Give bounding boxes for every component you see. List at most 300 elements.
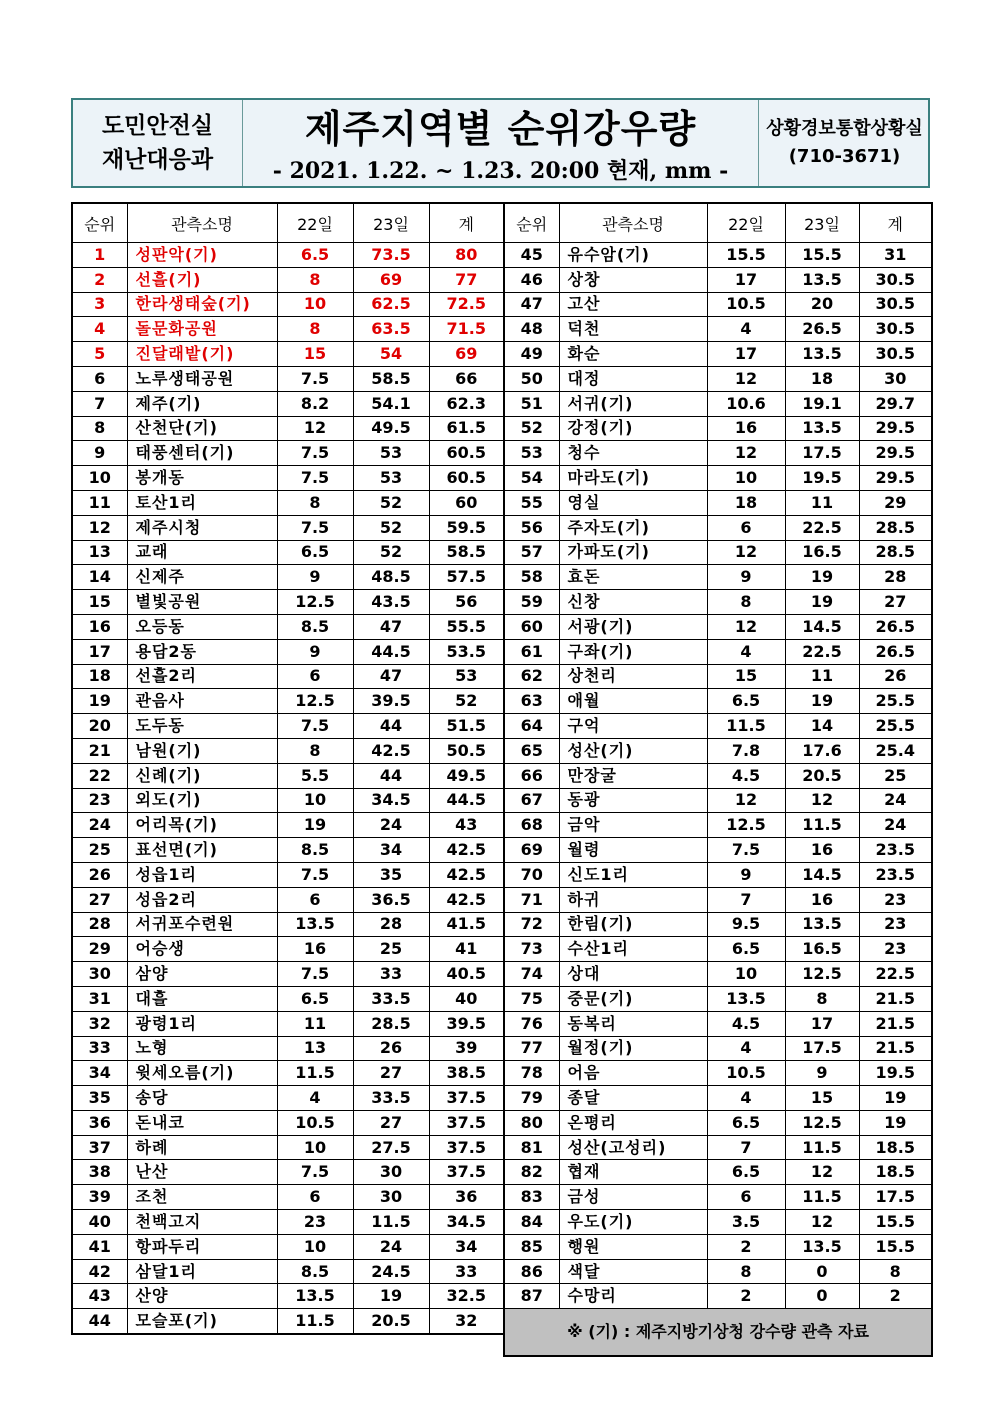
table-row [72, 317, 504, 342]
day23-cell: 12 [785, 788, 859, 813]
station-name-cell: 표선면(기) [127, 838, 277, 863]
table-row [72, 342, 504, 367]
day23-cell: 54.1 [353, 391, 429, 416]
station-name-cell: 금성 [559, 1185, 707, 1210]
table-row [504, 317, 932, 342]
total-cell: 37.5 [429, 1110, 504, 1135]
total-cell: 40.5 [429, 962, 504, 987]
table-row [504, 267, 932, 292]
rank-cell: 60 [504, 614, 559, 639]
day22-cell: 12 [707, 441, 785, 466]
table-row [72, 416, 504, 441]
day22-cell: 3.5 [707, 1210, 785, 1235]
day23-cell: 11 [785, 664, 859, 689]
table-row [72, 1011, 504, 1036]
rank-cell: 24 [72, 813, 127, 838]
total-cell: 52 [429, 689, 504, 714]
table-row [504, 1036, 932, 1061]
total-cell: 50.5 [429, 738, 504, 763]
table-row [504, 813, 932, 838]
table-row [504, 1185, 932, 1210]
day22-cell: 10 [277, 788, 353, 813]
total-cell: 60.5 [429, 441, 504, 466]
station-name-cell: 가파도(기) [559, 540, 707, 565]
day23-cell: 12.5 [785, 1110, 859, 1135]
rank-cell: 77 [504, 1036, 559, 1061]
rank-cell: 55 [504, 490, 559, 515]
station-name-cell: 산양 [127, 1284, 277, 1309]
rank-cell: 72 [504, 912, 559, 937]
table-row [504, 714, 932, 739]
day22-cell: 9.5 [707, 912, 785, 937]
station-name-cell: 신창 [559, 590, 707, 615]
total-cell: 21.5 [859, 986, 932, 1011]
table-row [72, 391, 504, 416]
day22-cell: 15 [707, 664, 785, 689]
day23-cell: 24 [353, 813, 429, 838]
station-name-cell: 서귀(기) [559, 391, 707, 416]
rank-cell: 31 [72, 986, 127, 1011]
day22-cell: 8.5 [277, 838, 353, 863]
rank-cell: 48 [504, 317, 559, 342]
rank-cell: 86 [504, 1259, 559, 1284]
day23-cell: 47 [353, 664, 429, 689]
total-cell: 44.5 [429, 788, 504, 813]
day23-cell: 33.5 [353, 1086, 429, 1111]
station-name-cell: 영실 [559, 490, 707, 515]
rank-cell: 16 [72, 614, 127, 639]
day23-cell: 22.5 [785, 639, 859, 664]
total-cell: 32.5 [429, 1284, 504, 1309]
station-name-cell: 신제주 [127, 565, 277, 590]
day22-cell: 9 [277, 565, 353, 590]
day22-cell: 8 [277, 738, 353, 763]
table-header-row [504, 203, 932, 243]
total-cell: 23.5 [859, 838, 932, 863]
day22-cell: 8 [277, 267, 353, 292]
rank-cell: 61 [504, 639, 559, 664]
table-row [504, 466, 932, 491]
station-name-cell: 우도(기) [559, 1210, 707, 1235]
day22-cell: 7 [707, 1135, 785, 1160]
rank-cell: 49 [504, 342, 559, 367]
day22-cell: 4 [707, 639, 785, 664]
total-cell: 23.5 [859, 862, 932, 887]
rank-cell: 17 [72, 639, 127, 664]
table-row [504, 1086, 932, 1111]
total-cell: 23 [859, 937, 932, 962]
station-name-cell: 신도1리 [559, 862, 707, 887]
station-name-cell: 고산 [559, 292, 707, 317]
day22-cell: 6.5 [707, 1110, 785, 1135]
table-row [72, 515, 504, 540]
office-block [759, 100, 930, 186]
day23-cell: 14.5 [785, 614, 859, 639]
rank-cell: 8 [72, 416, 127, 441]
day23-cell: 42.5 [353, 738, 429, 763]
station-name-cell: 만장굴 [559, 763, 707, 788]
table-row [72, 639, 504, 664]
day23-cell: 9 [785, 1061, 859, 1086]
rank-cell: 13 [72, 540, 127, 565]
day22-cell: 12.5 [277, 590, 353, 615]
day23-cell: 52 [353, 515, 429, 540]
day23-cell: 34 [353, 838, 429, 863]
station-name-cell: 노루생태공원 [127, 366, 277, 391]
total-cell: 42.5 [429, 887, 504, 912]
day23-cell: 27.5 [353, 1135, 429, 1160]
day22-cell: 15 [277, 342, 353, 367]
table-row [504, 1259, 932, 1284]
column-header-day23: 23일 [353, 203, 429, 243]
table-row [72, 1259, 504, 1284]
total-cell: 30.5 [859, 267, 932, 292]
total-cell: 57.5 [429, 565, 504, 590]
total-cell: 25 [859, 763, 932, 788]
table-row [504, 1160, 932, 1185]
table-row [72, 1160, 504, 1185]
table-row [504, 1284, 932, 1309]
station-name-cell: 마라도(기) [559, 466, 707, 491]
column-header-day22: 22일 [277, 203, 353, 243]
station-name-cell: 남원(기) [127, 738, 277, 763]
station-name-cell: 조천 [127, 1185, 277, 1210]
day22-cell: 6.5 [707, 689, 785, 714]
total-cell: 8 [859, 1259, 932, 1284]
day22-cell: 8 [277, 317, 353, 342]
total-cell: 30.5 [859, 317, 932, 342]
total-cell: 27 [859, 590, 932, 615]
station-name-cell: 모슬포(기) [127, 1309, 277, 1334]
total-cell: 62.3 [429, 391, 504, 416]
rank-cell: 39 [72, 1185, 127, 1210]
table-row [504, 441, 932, 466]
station-name-cell: 돌문화공원 [127, 317, 277, 342]
day23-cell: 17 [785, 1011, 859, 1036]
total-cell: 37.5 [429, 1135, 504, 1160]
rank-cell: 57 [504, 540, 559, 565]
station-name-cell: 종달 [559, 1086, 707, 1111]
day23-cell: 12 [785, 1160, 859, 1185]
table-row [72, 937, 504, 962]
rank-cell: 30 [72, 962, 127, 987]
table-row [504, 391, 932, 416]
day23-cell: 28 [353, 912, 429, 937]
day23-cell: 52 [353, 490, 429, 515]
rank-cell: 65 [504, 738, 559, 763]
day22-cell: 8.5 [277, 1259, 353, 1284]
day23-cell: 28.5 [353, 1011, 429, 1036]
day22-cell: 7.5 [277, 441, 353, 466]
day22-cell: 9 [277, 639, 353, 664]
total-cell: 30.5 [859, 292, 932, 317]
total-cell: 19 [859, 1110, 932, 1135]
table-row [72, 565, 504, 590]
table-row [72, 763, 504, 788]
table-row [504, 292, 932, 317]
rank-cell: 15 [72, 590, 127, 615]
table-row [72, 986, 504, 1011]
total-cell: 29.5 [859, 441, 932, 466]
station-name-cell: 어승생 [127, 937, 277, 962]
total-cell: 24 [859, 813, 932, 838]
column-header-station: 관측소명 [559, 203, 707, 243]
total-cell: 21.5 [859, 1011, 932, 1036]
rank-cell: 66 [504, 763, 559, 788]
table-row [504, 366, 932, 391]
rank-cell: 83 [504, 1185, 559, 1210]
rank-cell: 64 [504, 714, 559, 739]
station-name-cell: 삼달1리 [127, 1259, 277, 1284]
total-cell: 40 [429, 986, 504, 1011]
page-title: 제주지역별 순위강우량 [304, 107, 697, 151]
table-row [72, 490, 504, 515]
day23-cell: 44.5 [353, 639, 429, 664]
day23-cell: 20.5 [353, 1309, 429, 1334]
total-cell: 69 [429, 342, 504, 367]
day23-cell: 0 [785, 1259, 859, 1284]
day23-cell: 53 [353, 466, 429, 491]
station-name-cell: 수산1리 [559, 937, 707, 962]
total-cell: 18.5 [859, 1135, 932, 1160]
rank-cell: 52 [504, 416, 559, 441]
day22-cell: 10.5 [707, 292, 785, 317]
station-name-cell: 대정 [559, 366, 707, 391]
day22-cell: 13 [277, 1036, 353, 1061]
station-name-cell: 효돈 [559, 565, 707, 590]
day22-cell: 10 [707, 962, 785, 987]
rainfall-table-right [503, 202, 933, 1357]
rank-cell: 79 [504, 1086, 559, 1111]
day23-cell: 15 [785, 1086, 859, 1111]
report-header [71, 98, 930, 188]
day23-cell: 11.5 [785, 813, 859, 838]
column-header-day23: 23일 [785, 203, 859, 243]
station-name-cell: 상창 [559, 267, 707, 292]
rank-cell: 29 [72, 937, 127, 962]
day22-cell: 7.8 [707, 738, 785, 763]
day22-cell: 7 [707, 887, 785, 912]
office-phone: (710-3671) [788, 146, 901, 167]
total-cell: 42.5 [429, 862, 504, 887]
station-name-cell: 삼양 [127, 962, 277, 987]
day23-cell: 69 [353, 267, 429, 292]
total-cell: 41 [429, 937, 504, 962]
day22-cell: 17 [707, 342, 785, 367]
rank-cell: 37 [72, 1135, 127, 1160]
station-name-cell: 하귀 [559, 887, 707, 912]
station-name-cell: 용담2동 [127, 639, 277, 664]
table-row [72, 664, 504, 689]
table-row [72, 292, 504, 317]
day22-cell: 8.5 [277, 614, 353, 639]
rank-cell: 87 [504, 1284, 559, 1309]
total-cell: 29.7 [859, 391, 932, 416]
total-cell: 29.5 [859, 416, 932, 441]
day23-cell: 13.5 [785, 1234, 859, 1259]
total-cell: 18.5 [859, 1160, 932, 1185]
source-note: ※ (기) : 제주지방기상청 강수량 관측 자료 [504, 1309, 932, 1357]
day22-cell: 10 [707, 466, 785, 491]
day22-cell: 6.5 [707, 937, 785, 962]
rank-cell: 34 [72, 1061, 127, 1086]
total-cell: 15.5 [859, 1210, 932, 1235]
rank-cell: 54 [504, 466, 559, 491]
day22-cell: 8 [707, 1259, 785, 1284]
rank-cell: 44 [72, 1309, 127, 1334]
day22-cell: 7.5 [277, 862, 353, 887]
day22-cell: 7.5 [277, 714, 353, 739]
day23-cell: 11.5 [785, 1135, 859, 1160]
day23-cell: 16.5 [785, 540, 859, 565]
day23-cell: 17.5 [785, 1036, 859, 1061]
day22-cell: 11 [277, 1011, 353, 1036]
station-name-cell: 주자도(기) [559, 515, 707, 540]
day23-cell: 13.5 [785, 342, 859, 367]
day22-cell: 23 [277, 1210, 353, 1235]
rank-cell: 73 [504, 937, 559, 962]
day23-cell: 16.5 [785, 937, 859, 962]
column-header-rank: 순위 [72, 203, 127, 243]
total-cell: 23 [859, 887, 932, 912]
total-cell: 37.5 [429, 1160, 504, 1185]
total-cell: 59.5 [429, 515, 504, 540]
day23-cell: 33.5 [353, 986, 429, 1011]
station-name-cell: 천백고지 [127, 1210, 277, 1235]
station-name-cell: 제주(기) [127, 391, 277, 416]
day23-cell: 25 [353, 937, 429, 962]
station-name-cell: 월령 [559, 838, 707, 863]
rank-cell: 46 [504, 267, 559, 292]
day23-cell: 19 [785, 689, 859, 714]
day22-cell: 4.5 [707, 763, 785, 788]
table-row [72, 366, 504, 391]
total-cell: 28.5 [859, 515, 932, 540]
station-name-cell: 어음 [559, 1061, 707, 1086]
station-name-cell: 교래 [127, 540, 277, 565]
day23-cell: 58.5 [353, 366, 429, 391]
day22-cell: 4.5 [707, 1011, 785, 1036]
day23-cell: 14 [785, 714, 859, 739]
station-name-cell: 진달래밭(기) [127, 342, 277, 367]
rank-cell: 40 [72, 1210, 127, 1235]
rank-cell: 5 [72, 342, 127, 367]
station-name-cell: 덕천 [559, 317, 707, 342]
day23-cell: 43.5 [353, 590, 429, 615]
rank-cell: 14 [72, 565, 127, 590]
day22-cell: 2 [707, 1234, 785, 1259]
station-name-cell: 성산(고성리) [559, 1135, 707, 1160]
station-name-cell: 구억 [559, 714, 707, 739]
day22-cell: 7.5 [277, 1160, 353, 1185]
rank-cell: 50 [504, 366, 559, 391]
table-header-row [72, 203, 504, 243]
day23-cell: 12 [785, 1210, 859, 1235]
table-row [72, 1061, 504, 1086]
total-cell: 41.5 [429, 912, 504, 937]
day23-cell: 62.5 [353, 292, 429, 317]
day23-cell: 19.5 [785, 466, 859, 491]
day22-cell: 6 [707, 1185, 785, 1210]
station-name-cell: 행원 [559, 1234, 707, 1259]
table-row [504, 664, 932, 689]
rank-cell: 80 [504, 1110, 559, 1135]
day23-cell: 13.5 [785, 267, 859, 292]
table-row [72, 887, 504, 912]
rank-cell: 69 [504, 838, 559, 863]
total-cell: 43 [429, 813, 504, 838]
day23-cell: 44 [353, 763, 429, 788]
day23-cell: 11.5 [353, 1210, 429, 1235]
rank-cell: 41 [72, 1234, 127, 1259]
total-cell: 30 [859, 366, 932, 391]
table-row [504, 986, 932, 1011]
total-cell: 26.5 [859, 639, 932, 664]
day23-cell: 39.5 [353, 689, 429, 714]
station-name-cell: 성읍1리 [127, 862, 277, 887]
table-row [72, 540, 504, 565]
rank-cell: 68 [504, 813, 559, 838]
table-row [72, 1210, 504, 1235]
rank-cell: 71 [504, 887, 559, 912]
day22-cell: 7.5 [277, 515, 353, 540]
page-subtitle: - 2021. 1.22. ~ 1.23. 20:00 현재, mm - [272, 158, 729, 184]
day23-cell: 19 [785, 565, 859, 590]
day23-cell: 47 [353, 614, 429, 639]
rank-cell: 23 [72, 788, 127, 813]
rank-cell: 10 [72, 466, 127, 491]
rank-cell: 6 [72, 366, 127, 391]
day22-cell: 12.5 [277, 689, 353, 714]
table-row [504, 490, 932, 515]
total-cell: 42.5 [429, 838, 504, 863]
station-name-cell: 서광(기) [559, 614, 707, 639]
day22-cell: 11.5 [707, 714, 785, 739]
day23-cell: 34.5 [353, 788, 429, 813]
total-cell: 37.5 [429, 1086, 504, 1111]
rank-cell: 63 [504, 689, 559, 714]
station-name-cell: 토산1리 [127, 490, 277, 515]
day22-cell: 4 [707, 1036, 785, 1061]
rank-cell: 26 [72, 862, 127, 887]
day23-cell: 24 [353, 1234, 429, 1259]
column-header-day22: 22일 [707, 203, 785, 243]
rank-cell: 81 [504, 1135, 559, 1160]
total-cell: 26 [859, 664, 932, 689]
day22-cell: 8.2 [277, 391, 353, 416]
day23-cell: 15.5 [785, 243, 859, 268]
rank-cell: 11 [72, 490, 127, 515]
total-cell: 39 [429, 1036, 504, 1061]
total-cell: 17.5 [859, 1185, 932, 1210]
station-name-cell: 색달 [559, 1259, 707, 1284]
day23-cell: 44 [353, 714, 429, 739]
total-cell: 60 [429, 490, 504, 515]
day22-cell: 6 [277, 1185, 353, 1210]
table-row [504, 862, 932, 887]
day23-cell: 13.5 [785, 912, 859, 937]
rank-cell: 12 [72, 515, 127, 540]
total-cell: 53.5 [429, 639, 504, 664]
total-cell: 33 [429, 1259, 504, 1284]
table-row [72, 466, 504, 491]
day22-cell: 12 [707, 366, 785, 391]
rank-cell: 76 [504, 1011, 559, 1036]
rank-cell: 2 [72, 267, 127, 292]
total-cell: 77 [429, 267, 504, 292]
day22-cell: 6 [277, 887, 353, 912]
station-name-cell: 별빛공원 [127, 590, 277, 615]
